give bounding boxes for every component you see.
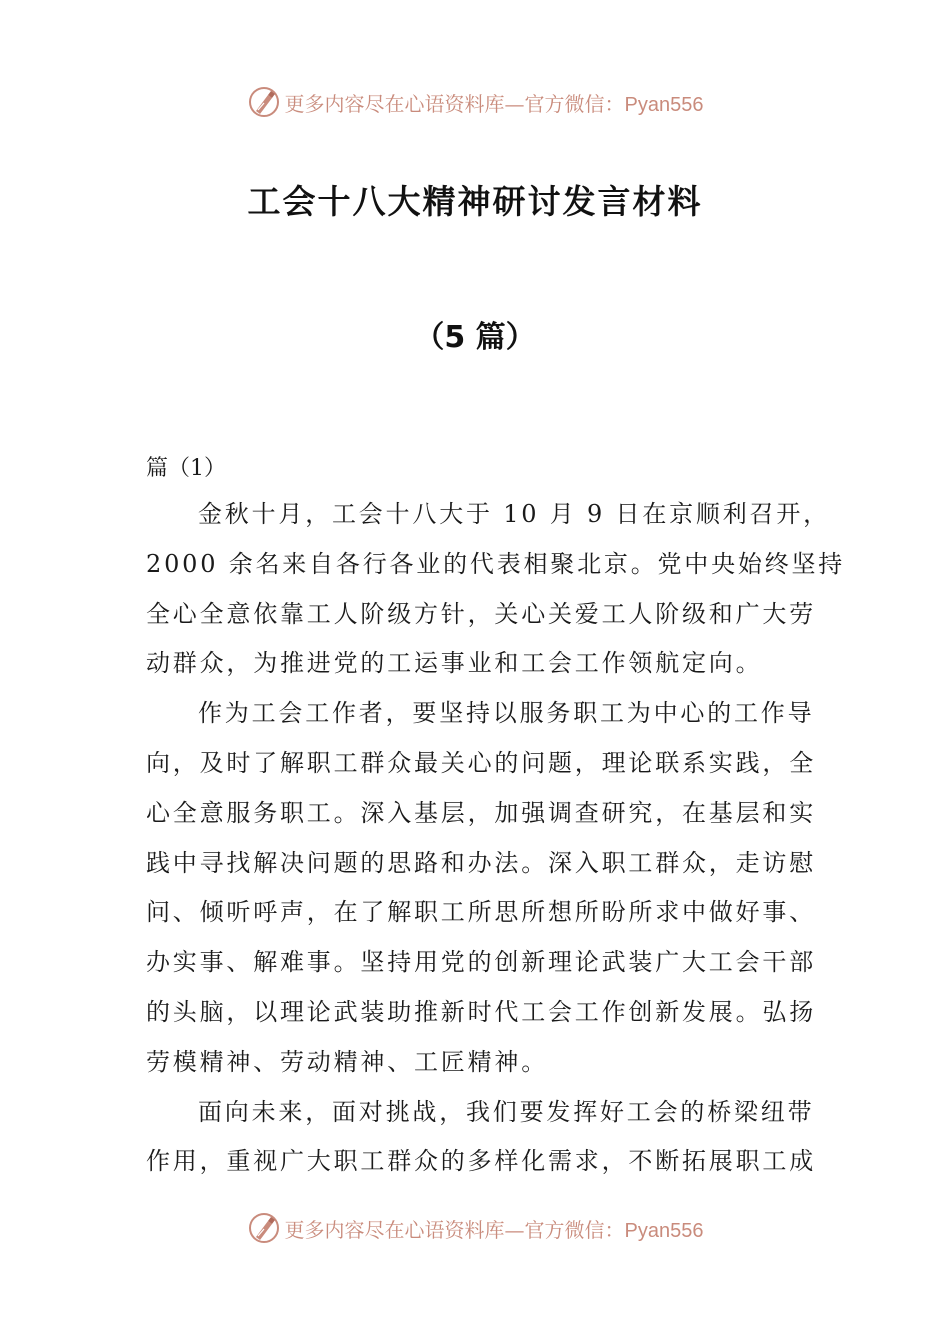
watermark-banner-top (0, 82, 950, 122)
watermark-text: 更多内容尽在心语资料库—官方微信：Pyan556 (284, 91, 704, 116)
watermark-handle: Pyan556 (624, 93, 704, 116)
paragraph-line: 问、倾听呼声，在了解职工所思所想所盼所求中做好事、 (146, 898, 816, 927)
paragraph-line: 心全意服务职工。深入基层，加强调查研究，在基层和实 (146, 798, 816, 827)
paragraph-3 (146, 1088, 816, 1188)
watermark-text: 更多内容尽在心语资料库—官方微信：Pyan556 (284, 1217, 704, 1242)
document-title: 工会十八大精神研讨发言材料 (247, 182, 703, 221)
paragraph-line: 办实事、解难事。坚持用党的创新理论武装广大工会干部 (146, 948, 816, 977)
watermark-banner-bottom (0, 1208, 950, 1248)
watermark-handle: Pyan556 (624, 1219, 704, 1242)
paragraph-2 (146, 689, 816, 1087)
paragraph-line: 金秋十月，工会十八大于 10 月 9 日在京顺利召开， (198, 500, 830, 528)
paragraph-line: 向，及时了解职工群众最关心的问题，理论联系实践，全 (146, 748, 816, 777)
paragraph-line: 作用，重视广大职工群众的多样化需求，不断拓展职工成 (146, 1147, 816, 1176)
fountain-pen-logo-icon (247, 1211, 281, 1245)
paragraph-line: 的头脑，以理论武装助推新时代工会工作创新发展。弘扬 (146, 997, 816, 1026)
paragraph-line: 2000 余名来自各行各业的代表相聚北京。党中央始终坚持 (146, 549, 846, 578)
fountain-pen-logo-icon (247, 85, 281, 119)
paragraph-line: 劳模精神、劳动精神、工匠精神。 (146, 1047, 548, 1076)
paragraph-1 (146, 490, 846, 689)
paragraph-line: 践中寻找解决问题的思路和办法。深入职工群众，走访慰 (146, 848, 816, 877)
paragraph-line: 作为工会工作者，要坚持以服务职工为中心的工作导 (198, 699, 815, 728)
paragraph-line: 面向未来，面对挑战，我们要发挥好工会的桥梁纽带 (198, 1097, 815, 1126)
document-body (146, 448, 846, 1187)
paragraph-line: 动群众，为推进党的工运事业和工会工作领航定向。 (146, 649, 763, 678)
document-subtitle: （5 篇） (414, 320, 536, 355)
paragraph-line: 全心全意依靠工人阶级方针，关心关爱工人阶级和广大劳 (146, 599, 816, 628)
section-label: 篇（1） (146, 456, 226, 481)
